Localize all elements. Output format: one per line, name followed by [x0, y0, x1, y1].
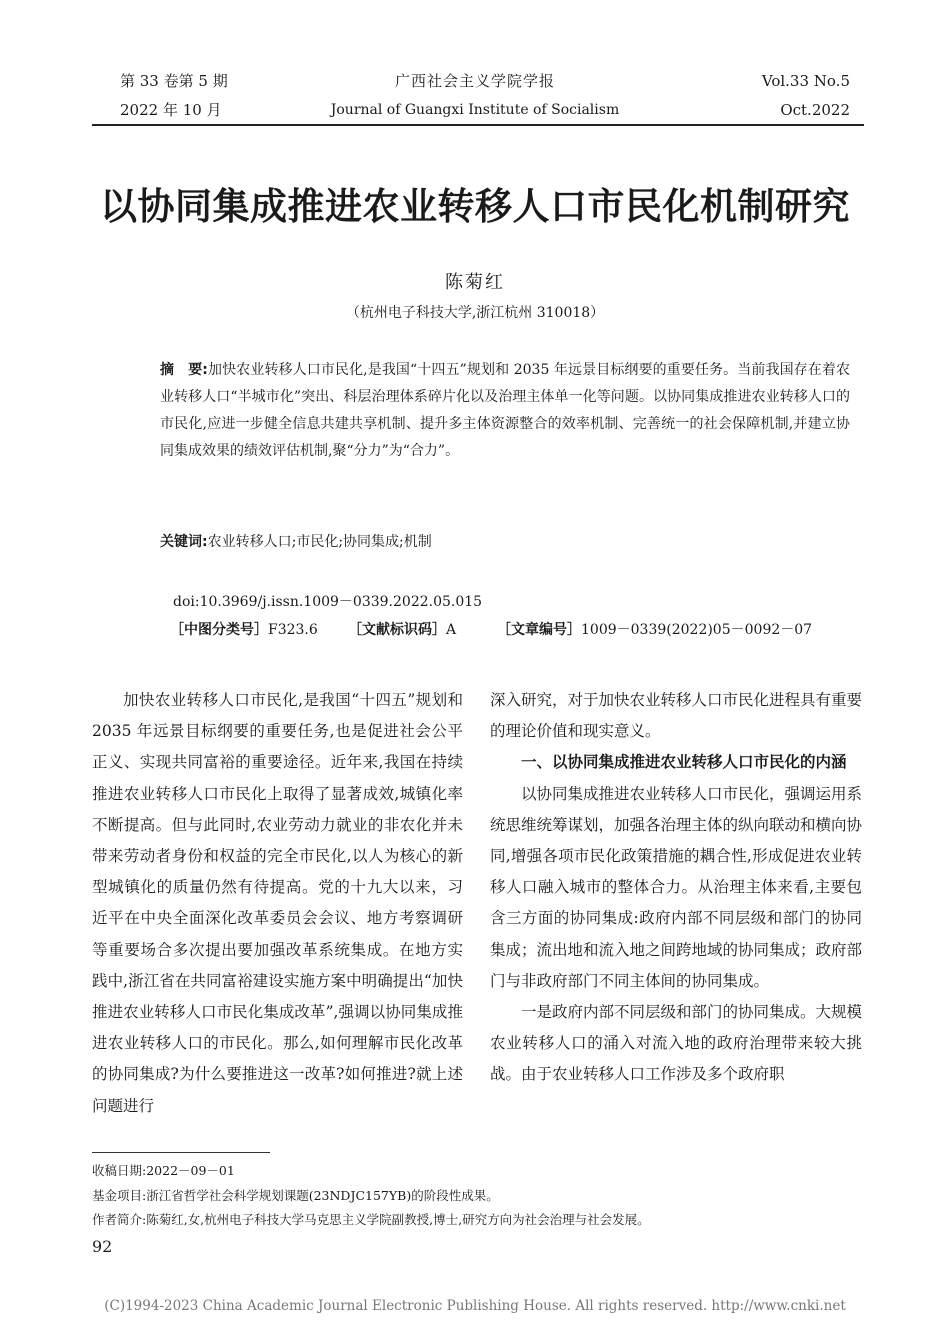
clc-value: F323.6	[268, 622, 318, 638]
clc-label: ［中图分类号］	[170, 622, 268, 638]
keywords	[160, 531, 432, 551]
header-date: 2022 年 10 月	[120, 101, 222, 119]
doc-code-label: ［文献标识码］	[348, 622, 446, 638]
header-journal-cn: 广西社会主义学院学报	[394, 72, 555, 90]
doc-code-value: A	[446, 622, 457, 638]
body-paragraph: 以协同集成推进农业转移人口市民化，强调运用系统思维统筹谋划，加强各治理主体的纵向联动和横向协同,增强各项市民化政策措施的耦合性,形成促进农业转移人口融入城市的整体合力。从治理主体来看,主要包含三方面的协同集成:政府内部不同层级和部门的协同集成；流出地和流入地之间跨地域的协同集成；政府部门与非政府部门不同主体间的协同集成。	[490, 784, 863, 990]
clc-number	[170, 619, 318, 639]
article-number-label: ［文章编号］	[497, 622, 581, 638]
body-paragraph: 加快农业转移人口市民化,是我国“十四五”规划和 2035 年远景目标纲要的重要任务,也是促进社会公平正义、实现共同富裕的重要途径。近年来,我国在持续推进农业转移人口市民化上取得了显著成效,城镇化率不断提高。但与此同时,农业劳动力就业的非农化并未带来劳动者身份和权益的完全市民化,以人为核心的新型城镇化的质量仍然有待提高。党的十九大以来，习近平在中央全面深化改革委员会会议、地方考察调研等重要场合多次提出要加强改革系统集成。在地方实践中,浙江省在共同富裕建设实施方案中明确提出“加快推进农业转移人口市民化集成改革”,强调以协同集成推进农业转移人口的市民化。那么,如何理解市民化改革的协同集成?为什么要推进这一改革?如何推进?就上述问题进行	[92, 691, 463, 1115]
author-name: 陈菊红	[445, 272, 505, 293]
doi: doi:10.3969/j.issn.1009－0339.2022.05.015	[173, 594, 483, 610]
header-rule	[92, 124, 864, 126]
author-affiliation: （杭州电子科技大学,浙江杭州 310018）	[345, 305, 605, 321]
footnote-received: 收稿日期:2022－09－01	[92, 1163, 235, 1178]
header-vol-no: Vol.33 No.5	[761, 72, 850, 90]
header-volume-issue: 第 33 卷第 5 期	[120, 72, 228, 90]
abstract	[160, 357, 850, 465]
footnote-funding: 基金项目:浙江省哲学社会科学规划课题(23NDJC157YB)的阶段性成果。	[92, 1188, 499, 1203]
abstract-text: 加快农业转移人口市民化,是我国“十四五”规划和 2035 年远景目标纲要的重要任务。当前我国存在着农业转移人口“半城市化”突出、科层治理体系碎片化以及治理主体单一化等问题。以协同集成推进农业转移人口的市民化,应进一步健全信息共建共享机制、提升多主体资源整合的效率机制、完善统一的社会保障机制,并建立协同集成效果的绩效评估机制,聚“分力”为“合力”。	[160, 362, 850, 459]
footnote-author-bio: 作者简介:陈菊红,女,杭州电子科技大学马克思主义学院副教授,博士,研究方向为社会治理与社会发展。	[92, 1212, 650, 1227]
abstract-label: 摘 要:	[160, 362, 208, 378]
body-paragraph: 一是政府内部不同层级和部门的协同集成。大规模农业转移人口的涌入对流入地的政府治理带来较大挑战。由于农业转移人口工作涉及多个政府职	[490, 1003, 863, 1084]
keywords-label: 关键词:	[160, 534, 208, 550]
header-journal-en: Journal of Guangxi Institute of Socialism	[330, 102, 620, 118]
body-paragraph: 深入研究，对于加快农业转移人口市民化进程具有重要的理论价值和现实意义。	[490, 691, 863, 741]
keywords-text: 农业转移人口;市民化;协同集成;机制	[207, 534, 432, 550]
article-title: 以协同集成推进农业转移人口市民化机制研究	[100, 185, 850, 228]
footnote-rule	[92, 1152, 270, 1153]
article-number	[497, 619, 812, 639]
body-right-column	[490, 685, 862, 1091]
header-month: Oct.2022	[780, 101, 850, 119]
copyright-notice: (C)1994-2023 China Academic Journal Electronic Publishing House. All rights reserved. http://www.cnki.net	[104, 1298, 846, 1314]
article-number-value: 1009－0339(2022)05－0092－07	[581, 622, 813, 638]
body-left-column	[92, 685, 463, 1122]
section-heading: 一、以协同集成推进农业转移人口市民化的内涵	[521, 753, 847, 772]
doc-code	[348, 619, 456, 639]
page-number: 92	[92, 1237, 113, 1256]
